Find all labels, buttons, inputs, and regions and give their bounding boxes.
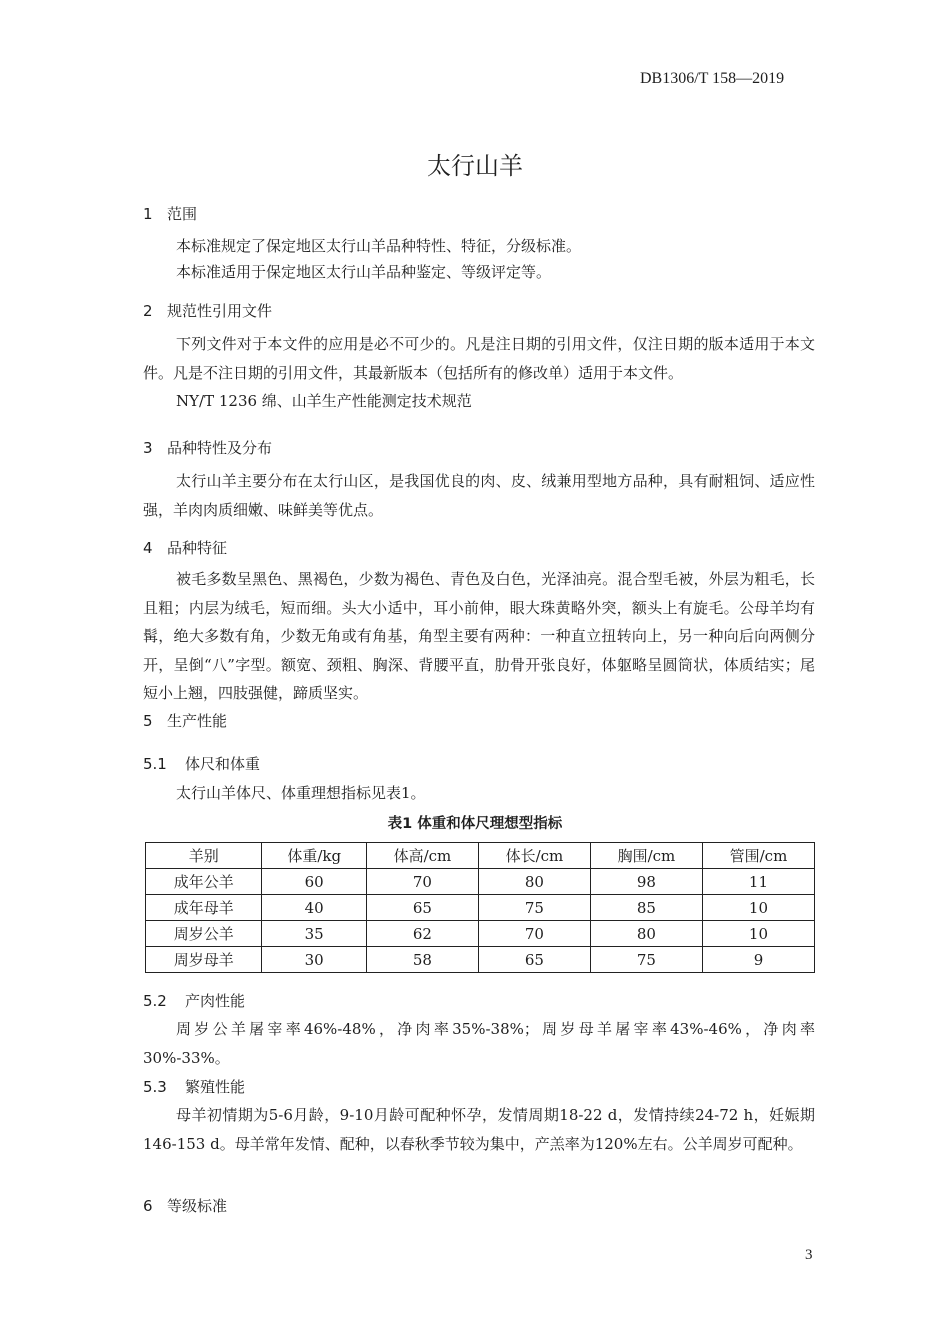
table-cell: 80: [590, 921, 702, 947]
table-cell: 周岁公羊: [146, 921, 262, 947]
data-table: [145, 842, 815, 973]
column-header: 羊别: [146, 843, 262, 869]
table-row: [146, 921, 815, 947]
paragraph: 本标准适用于保定地区太行山羊品种鉴定、等级评定等。: [176, 263, 552, 281]
table-cell: 10: [702, 895, 814, 921]
column-header: 体高/cm: [366, 843, 478, 869]
table-cell: 80: [478, 869, 590, 895]
table-cell: 30: [262, 947, 366, 973]
table-cell: 75: [590, 947, 702, 973]
table-cell: 98: [590, 869, 702, 895]
column-header: 胸围/cm: [590, 843, 702, 869]
section-number: 2: [143, 302, 153, 320]
section-title: 范围: [167, 205, 198, 223]
section-heading-5-1: [143, 753, 260, 774]
paragraph: 下列文件对于本文件的应用是必不可少的。凡是注日期的引用文件，仅注日期的版本适用于本文件。凡是不注日期的引用文件，其最新版本（包括所有的修改单）适用于本文件。: [143, 335, 815, 382]
section-heading-5-2: [143, 990, 245, 1011]
table-cell: 成年母羊: [146, 895, 262, 921]
section-title: 品种特征: [167, 539, 228, 557]
table-cell: 40: [262, 895, 366, 921]
column-header: 管围/cm: [702, 843, 814, 869]
section-number: 4: [143, 539, 153, 557]
section-number: 6: [143, 1197, 153, 1215]
section-title: 产肉性能: [185, 992, 246, 1010]
section-number: 5: [143, 712, 153, 730]
normative-reference: NY/T 1236 绵、山羊生产性能测定技术规范: [176, 392, 472, 410]
section-number: 5.3: [143, 1078, 167, 1096]
page-title: 太行山羊: [427, 152, 523, 180]
table-row: [146, 895, 815, 921]
paragraph: 母羊初情期为5-6月龄，9-10月龄可配种怀孕，发情周期18-22 d，发情持续24-72 h，妊娠期146-153 d。母羊常年发情、配种，以春秋季节较为集中，产羔率为120%左右。公羊周岁可配种。: [143, 1106, 815, 1153]
table-cell: 65: [366, 895, 478, 921]
column-header: 体长/cm: [478, 843, 590, 869]
document-number: DB1306/T 158—2019: [640, 70, 785, 87]
section-title: 繁殖性能: [185, 1078, 246, 1096]
section-heading-2: [143, 300, 272, 321]
paragraph: 周岁公羊屠宰率46%-48%，净肉率35%-38%；周岁母羊屠宰率43%-46%，净肉率30%-33%。: [143, 1020, 815, 1067]
table-cell: 成年公羊: [146, 869, 262, 895]
paragraph: 太行山羊体尺、体重理想指标见表1。: [176, 784, 426, 802]
table-cell: 周岁母羊: [146, 947, 262, 973]
section-number: 3: [143, 439, 153, 457]
table-cell: 9: [702, 947, 814, 973]
table-cell: 65: [478, 947, 590, 973]
table-cell: 11: [702, 869, 814, 895]
table-cell: 35: [262, 921, 366, 947]
section-title: 体尺和体重: [185, 755, 261, 773]
section-heading-6: [143, 1195, 227, 1216]
table-row: [146, 947, 815, 973]
table-cell: 75: [478, 895, 590, 921]
table-cell: 85: [590, 895, 702, 921]
table-caption: 表1 体重和体尺理想型指标: [387, 816, 563, 832]
section-heading-1: [143, 203, 197, 224]
section-heading-5-3: [143, 1076, 245, 1097]
table-row: [146, 869, 815, 895]
table-cell: 58: [366, 947, 478, 973]
paragraph: 被毛多数呈黑色、黑褐色，少数为褐色、青色及白色，光泽油亮。混合型毛被，外层为粗毛，长且粗；内层为绒毛，短而细。头大小适中，耳小前伸，眼大珠黄略外突，额头上有旋毛。公母羊均有髯，绝大多数有角，少数无角或有角基，角型主要有两种：一种直立扭转向上，另一种向后向两侧分开，呈倒“八”字型。额宽、颈粗、胸深、背腰平直，肋骨开张良好，体躯略呈圆筒状，体质结实；尾短小上翘，四肢强健，蹄质坚实。: [143, 570, 815, 702]
paragraph: 本标准规定了保定地区太行山羊品种特性、特征，分级标准。: [176, 237, 582, 255]
section-title: 品种特性及分布: [167, 439, 273, 457]
table-cell: 70: [478, 921, 590, 947]
page-number: 3: [805, 1247, 813, 1263]
section-heading-3: [143, 437, 272, 458]
table-cell: 10: [702, 921, 814, 947]
column-header: 体重/kg: [262, 843, 366, 869]
section-title: 生产性能: [167, 712, 228, 730]
table-cell: 60: [262, 869, 366, 895]
section-heading-4: [143, 537, 227, 558]
table-cell: 62: [366, 921, 478, 947]
section-number: 5.2: [143, 992, 167, 1010]
section-title: 等级标准: [167, 1197, 228, 1215]
section-number: 5.1: [143, 755, 167, 773]
table-cell: 70: [366, 869, 478, 895]
section-title: 规范性引用文件: [167, 302, 273, 320]
section-heading-5: [143, 710, 227, 731]
paragraph: 太行山羊主要分布在太行山区，是我国优良的肉、皮、绒兼用型地方品种，具有耐粗饲、适应性强，羊肉肉质细嫩、味鲜美等优点。: [143, 472, 815, 519]
section-number: 1: [143, 205, 153, 223]
table-header-row: [146, 843, 815, 869]
